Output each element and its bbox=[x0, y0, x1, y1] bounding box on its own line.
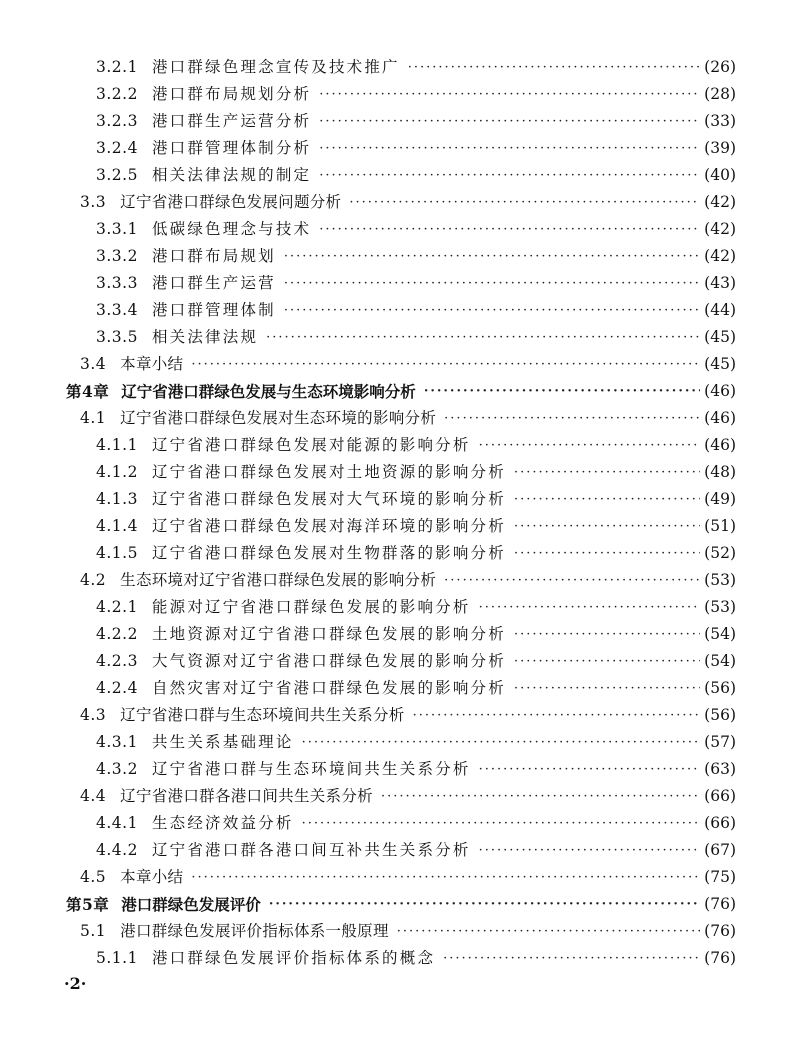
toc-entry-title: 港口群绿色发展评价 bbox=[121, 895, 261, 914]
toc-entry-title: 辽宁省港口群绿色发展对海洋环境的影响分析 bbox=[151, 517, 506, 535]
toc-entry-page: (52) bbox=[704, 544, 736, 562]
toc-entry-page: (54) bbox=[704, 652, 736, 670]
toc-entry[interactable] bbox=[0, 837, 790, 864]
toc-entry-number: 3.2.1 bbox=[96, 58, 138, 76]
toc-entry[interactable] bbox=[0, 216, 790, 243]
toc-entry-number: 4.1.4 bbox=[96, 517, 138, 535]
toc-entry-number: 5.1.1 bbox=[96, 949, 138, 967]
toc-entry[interactable] bbox=[0, 567, 790, 594]
toc-entry-title: 自然灾害对辽宁省港口群绿色发展的影响分析 bbox=[151, 679, 506, 697]
toc-entry-page: (26) bbox=[704, 58, 736, 76]
toc-entry[interactable] bbox=[0, 108, 790, 135]
toc-entry-title: 相关法律法规 bbox=[151, 328, 259, 346]
toc-entry-number: 4.5 bbox=[80, 868, 107, 886]
toc-entry-number: 4.2.2 bbox=[96, 625, 138, 643]
toc-entry-number: 3.3.2 bbox=[96, 247, 138, 265]
toc-entry-title: 辽宁省港口群与生态环境间共生关系分析 bbox=[120, 706, 405, 724]
dot-leader bbox=[514, 513, 700, 540]
toc-entry-title: 辽宁省港口群绿色发展对能源的影响分析 bbox=[151, 436, 471, 454]
toc-entry-number: 3.2.3 bbox=[96, 112, 138, 130]
toc-entry-title: 辽宁省港口群绿色发展对生物群落的影响分析 bbox=[151, 544, 506, 562]
toc-entry-page: (76) bbox=[704, 922, 736, 940]
toc-entry-title: 辽宁省港口群各港口间互补共生关系分析 bbox=[151, 841, 471, 859]
toc-entry[interactable] bbox=[0, 918, 790, 945]
dot-leader bbox=[514, 621, 700, 648]
toc-entry-title: 共生关系基础理论 bbox=[151, 733, 294, 751]
toc-entry-page: (33) bbox=[704, 112, 736, 130]
toc-entry-number: 4.2.4 bbox=[96, 679, 138, 697]
dot-leader bbox=[269, 891, 700, 918]
toc-entry-page: (76) bbox=[704, 949, 736, 967]
dot-leader bbox=[479, 837, 701, 864]
dot-leader bbox=[266, 324, 700, 351]
toc-entry[interactable] bbox=[0, 648, 790, 675]
toc-entry-page: (42) bbox=[704, 247, 736, 265]
toc-entry-title: 辽宁省港口群与生态环境间共生关系分析 bbox=[151, 760, 471, 778]
toc-entry-title: 低碳绿色理念与技术 bbox=[151, 220, 312, 238]
page-number: ·2· bbox=[64, 974, 87, 993]
dot-leader bbox=[413, 702, 701, 729]
dot-leader bbox=[302, 810, 701, 837]
toc-entry-page: (56) bbox=[704, 706, 736, 724]
toc-entry[interactable] bbox=[0, 540, 790, 567]
toc-entry-number: 3.3 bbox=[80, 193, 107, 211]
toc-entry-page: (45) bbox=[704, 355, 736, 373]
toc-entry[interactable] bbox=[0, 756, 790, 783]
toc-entry-title: 港口群生产运营 bbox=[151, 274, 276, 292]
toc-entry[interactable] bbox=[0, 189, 790, 216]
toc-entry-page: (46) bbox=[704, 382, 736, 400]
dot-leader bbox=[191, 351, 700, 378]
toc-entry-title: 港口群绿色发展评价指标体系一般原理 bbox=[120, 922, 389, 940]
toc-entry-title: 生态经济效益分析 bbox=[151, 814, 294, 832]
toc-entry-page: (46) bbox=[704, 436, 736, 454]
toc-entry-number: 3.2.4 bbox=[96, 139, 138, 157]
dot-leader bbox=[479, 594, 701, 621]
toc-entry-title: 港口群管理体制分析 bbox=[151, 139, 312, 157]
toc-entry-page: (46) bbox=[704, 409, 736, 427]
toc-entry-title: 辽宁省港口群绿色发展对大气环境的影响分析 bbox=[151, 490, 506, 508]
toc-entry-number: 4.2.1 bbox=[96, 598, 138, 616]
toc-entry-page: (45) bbox=[704, 328, 736, 346]
dot-leader bbox=[319, 216, 700, 243]
toc-entry-page: (51) bbox=[704, 517, 736, 535]
toc-entry[interactable] bbox=[0, 702, 790, 729]
toc-entry[interactable] bbox=[0, 54, 790, 81]
toc-entry-title: 生态环境对辽宁省港口群绿色发展的影响分析 bbox=[120, 571, 437, 589]
toc-entry[interactable] bbox=[0, 864, 790, 891]
dot-leader bbox=[514, 675, 700, 702]
toc-entry-title: 本章小结 bbox=[120, 355, 184, 373]
toc-entry-page: (57) bbox=[704, 733, 736, 751]
toc-entry-title: 辽宁省港口群各港口间共生关系分析 bbox=[120, 787, 373, 805]
toc-entry[interactable] bbox=[0, 810, 790, 837]
toc-entry-page: (66) bbox=[704, 814, 736, 832]
toc-entry-page: (54) bbox=[704, 625, 736, 643]
table-of-contents bbox=[0, 54, 790, 972]
toc-entry-title: 相关法律法规的制定 bbox=[151, 166, 312, 184]
dot-leader bbox=[514, 540, 700, 567]
dot-leader bbox=[397, 918, 700, 945]
dot-leader bbox=[191, 864, 700, 891]
toc-entry-page: (42) bbox=[704, 193, 736, 211]
toc-entry-number: 4.4 bbox=[80, 787, 107, 805]
toc-entry[interactable] bbox=[0, 945, 790, 972]
toc-entry-number: 4.1.1 bbox=[96, 436, 138, 454]
toc-entry-number: 4.2.3 bbox=[96, 652, 138, 670]
toc-entry-number: 4.1 bbox=[80, 409, 107, 427]
toc-entry[interactable] bbox=[0, 783, 790, 810]
toc-entry[interactable] bbox=[0, 135, 790, 162]
toc-entry-number: 4.4.2 bbox=[96, 841, 138, 859]
toc-entry[interactable] bbox=[0, 621, 790, 648]
toc-entry-number: 4.3.1 bbox=[96, 733, 138, 751]
toc-entry[interactable] bbox=[0, 162, 790, 189]
dot-leader bbox=[479, 432, 701, 459]
toc-entry-page: (39) bbox=[704, 139, 736, 157]
toc-entry-page: (40) bbox=[704, 166, 736, 184]
dot-leader bbox=[302, 729, 701, 756]
dot-leader bbox=[514, 486, 700, 513]
toc-entry[interactable] bbox=[0, 513, 790, 540]
toc-entry-title: 本章小结 bbox=[120, 868, 184, 886]
toc-entry-page: (44) bbox=[704, 301, 736, 319]
dot-leader bbox=[319, 81, 700, 108]
dot-leader bbox=[284, 243, 700, 270]
toc-entry-page: (63) bbox=[704, 760, 736, 778]
dot-leader bbox=[319, 108, 700, 135]
toc-chapter-entry[interactable] bbox=[0, 891, 790, 918]
toc-entry-title: 能源对辽宁省港口群绿色发展的影响分析 bbox=[151, 598, 471, 616]
toc-entry[interactable] bbox=[0, 459, 790, 486]
dot-leader bbox=[284, 270, 700, 297]
toc-entry-title: 辽宁省港口群绿色发展问题分析 bbox=[120, 193, 342, 211]
dot-leader bbox=[319, 135, 700, 162]
toc-entry-page: (53) bbox=[704, 571, 736, 589]
toc-entry-number: 4.1.3 bbox=[96, 490, 138, 508]
toc-entry-number: 4.1.2 bbox=[96, 463, 138, 481]
dot-leader bbox=[479, 756, 701, 783]
toc-entry-number: 3.3.3 bbox=[96, 274, 138, 292]
toc-entry-title: 辽宁省港口群绿色发展对土地资源的影响分析 bbox=[151, 463, 506, 481]
toc-entry[interactable] bbox=[0, 81, 790, 108]
toc-entry-title: 辽宁省港口群绿色发展对生态环境的影响分析 bbox=[120, 409, 437, 427]
dot-leader bbox=[444, 405, 700, 432]
toc-entry[interactable] bbox=[0, 270, 790, 297]
toc-entry[interactable] bbox=[0, 432, 790, 459]
toc-entry-page: (28) bbox=[704, 85, 736, 103]
toc-entry[interactable] bbox=[0, 351, 790, 378]
dot-leader bbox=[444, 567, 700, 594]
dot-leader bbox=[514, 459, 700, 486]
dot-leader bbox=[319, 162, 700, 189]
toc-entry-title: 大气资源对辽宁省港口群绿色发展的影响分析 bbox=[151, 652, 506, 670]
toc-entry-title: 港口群布局规划分析 bbox=[151, 85, 312, 103]
toc-entry-page: (56) bbox=[704, 679, 736, 697]
toc-entry-title: 港口群生产运营分析 bbox=[151, 112, 312, 130]
toc-entry[interactable] bbox=[0, 594, 790, 621]
toc-entry-page: (43) bbox=[704, 274, 736, 292]
toc-entry[interactable] bbox=[0, 675, 790, 702]
toc-entry-number: 第5章 bbox=[66, 895, 110, 914]
dot-leader bbox=[381, 783, 700, 810]
toc-entry-title: 港口群绿色发展评价指标体系的概念 bbox=[151, 949, 436, 967]
toc-entry-page: (76) bbox=[704, 895, 736, 913]
toc-entry-page: (75) bbox=[704, 868, 736, 886]
toc-entry-number: 3.3.4 bbox=[96, 301, 138, 319]
toc-entry-number: 3.2.2 bbox=[96, 85, 138, 103]
dot-leader bbox=[408, 54, 700, 81]
dot-leader bbox=[443, 945, 700, 972]
toc-entry-page: (66) bbox=[704, 787, 736, 805]
dot-leader bbox=[349, 189, 700, 216]
toc-entry-page: (67) bbox=[704, 841, 736, 859]
toc-entry-page: (49) bbox=[704, 490, 736, 508]
toc-entry-number: 4.2 bbox=[80, 571, 107, 589]
dot-leader bbox=[284, 297, 700, 324]
toc-entry-number: 3.3.5 bbox=[96, 328, 138, 346]
toc-entry-page: (48) bbox=[704, 463, 736, 481]
toc-entry-title: 港口群管理体制 bbox=[151, 301, 276, 319]
toc-entry-title: 港口群布局规划 bbox=[151, 247, 276, 265]
toc-entry-title: 港口群绿色理念宣传及技术推广 bbox=[151, 58, 400, 76]
toc-entry[interactable] bbox=[0, 405, 790, 432]
toc-entry-number: 3.2.5 bbox=[96, 166, 138, 184]
toc-entry[interactable] bbox=[0, 486, 790, 513]
toc-entry[interactable] bbox=[0, 324, 790, 351]
toc-entry-number: 3.4 bbox=[80, 355, 107, 373]
toc-entry-title: 土地资源对辽宁省港口群绿色发展的影响分析 bbox=[151, 625, 506, 643]
toc-chapter-entry[interactable] bbox=[0, 378, 790, 405]
toc-entry-number: 第4章 bbox=[66, 382, 110, 401]
dot-leader bbox=[514, 648, 700, 675]
toc-entry-page: (42) bbox=[704, 220, 736, 238]
toc-entry-number: 4.3.2 bbox=[96, 760, 138, 778]
toc-entry-number: 3.3.1 bbox=[96, 220, 138, 238]
toc-entry-number: 4.1.5 bbox=[96, 544, 138, 562]
toc-entry-page: (53) bbox=[704, 598, 736, 616]
toc-entry[interactable] bbox=[0, 729, 790, 756]
toc-entry[interactable] bbox=[0, 297, 790, 324]
toc-entry-title: 辽宁省港口群绿色发展与生态环境影响分析 bbox=[121, 382, 416, 401]
toc-entry-number: 5.1 bbox=[80, 922, 107, 940]
dot-leader bbox=[424, 378, 700, 405]
toc-entry-number: 4.4.1 bbox=[96, 814, 138, 832]
toc-entry-number: 4.3 bbox=[80, 706, 107, 724]
toc-entry[interactable] bbox=[0, 243, 790, 270]
